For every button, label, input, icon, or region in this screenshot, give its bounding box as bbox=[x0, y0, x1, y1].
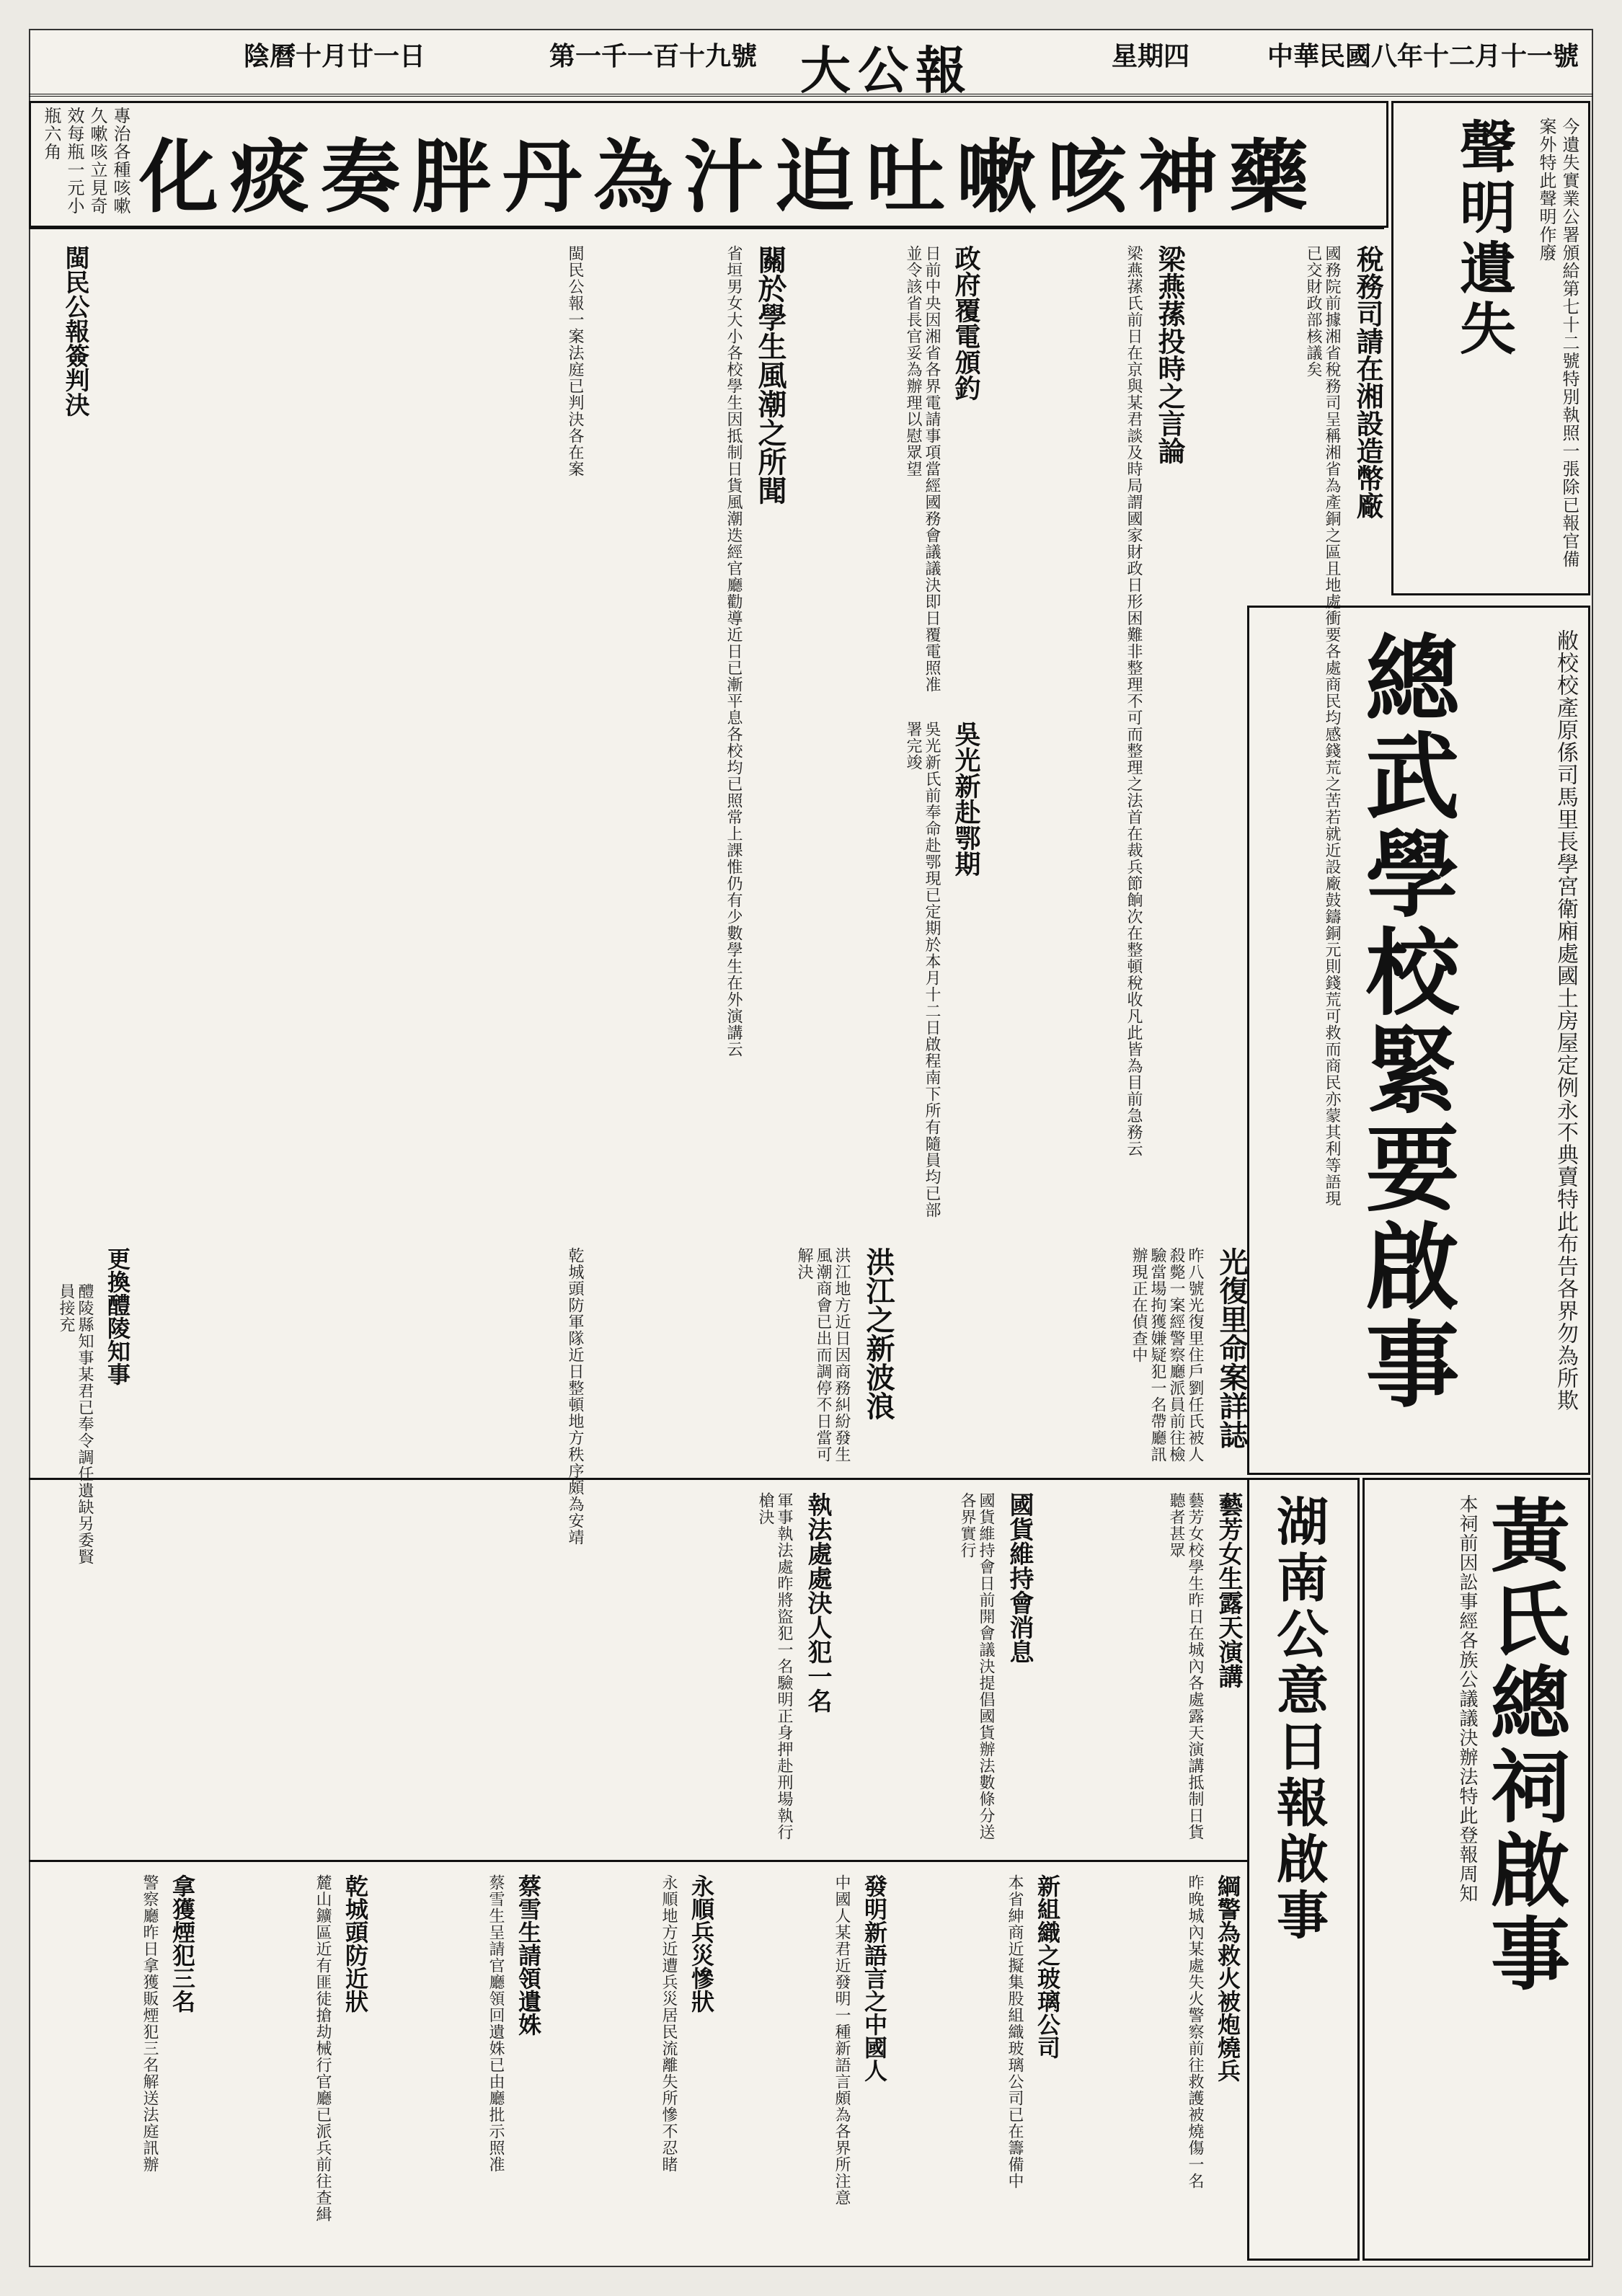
headline-murder: 光復里命案詳誌 bbox=[1215, 1247, 1249, 1449]
masthead-title: 大公報 bbox=[800, 40, 973, 100]
headline-liling: 更換醴陵知事 bbox=[104, 1247, 131, 1386]
headline-qiancheng: 乾城頭防近狀 bbox=[342, 1874, 369, 2013]
article-opium: 警察廳昨日拿獲販煙犯三名解送法庭訊辦 bbox=[141, 1874, 159, 2173]
masthead bbox=[29, 29, 1593, 100]
cough-ad-banner: 化痰奏胖丹為汁迫吐嗽咳神藥 bbox=[139, 130, 1320, 223]
article-liling: 醴陵縣知事某君已奉令調任遺缺另委賢員接充 bbox=[57, 1283, 94, 1565]
masthead-issue: 第一千一百十九號 bbox=[549, 41, 757, 71]
huang-notice-title: 黃氏總祠啟事 bbox=[1478, 1494, 1571, 1996]
article-misc-left: 閩民公報一案法庭已判決各在案 bbox=[566, 245, 584, 477]
masthead-lunar-date: 陰曆十月廿一日 bbox=[243, 41, 425, 71]
headline-execution: 執法處處決人犯一名 bbox=[803, 1492, 832, 1713]
divider bbox=[29, 227, 1384, 229]
article-police-fire: 昨晚城內某處失火警察前往救護被燒傷一名 bbox=[1186, 1874, 1204, 2189]
article-cai: 蔡雪生呈請官廳領回遺姝已由廳批示照准 bbox=[487, 1874, 505, 2173]
masthead-weekday: 星期四 bbox=[1111, 41, 1189, 71]
huang-notice-text: 本祠前因訟事經各族公議議決辦法特此登報周知 bbox=[1456, 1494, 1478, 1903]
article-glass: 本省紳商近擬集股組織玻璃公司已在籌備中 bbox=[1006, 1874, 1024, 2189]
headline-new-language: 發明新語言之中國人 bbox=[861, 1874, 888, 2082]
article-student: 省垣男女大小各校學生因抵制日貨風潮迭經官廳勸導近日已漸平息各校均已照常上課惟仍有少數學生在外演講云 bbox=[724, 245, 743, 1058]
article-murder: 昨八號光復里住戶劉任氏被人殺斃一案經警察廳派員前往檢驗當場拘獲嫌疑犯一名帶廳訊辦現正在偵查中 bbox=[1130, 1247, 1204, 1463]
headline-yongshun: 永順兵災慘狀 bbox=[688, 1874, 715, 2013]
article-liang: 梁燕蓀氏前日在京與某君談及時局謂國家財政日形困難非整理不可而整理之法首在裁兵節餉次在整頓稅收凡此皆為目前急務云 bbox=[1125, 245, 1143, 1157]
headline-liang: 梁燕蓀投時之言論 bbox=[1153, 245, 1186, 464]
article-misc-mid: 乾城頭防軍隊近日整頓地方秩序頗為安靖 bbox=[566, 1247, 584, 1546]
newspaper-page bbox=[29, 29, 1593, 2267]
headline-tax-mint: 稅務司請在湘設造幣廠 bbox=[1352, 245, 1384, 519]
headline-glass: 新組織之玻璃公司 bbox=[1034, 1874, 1061, 2059]
school-notice-text: 敝校校產原係司馬里長學宮衛廂處國土房屋定例永不典賣特此布告各界勿為所欺 bbox=[1553, 629, 1578, 1411]
notice-lost-box bbox=[1391, 101, 1590, 595]
article-mine: 麓山鑛區近有匪徒搶劫械行官廳已派兵前往查緝 bbox=[314, 1874, 332, 2222]
notice-lost-text: 今遺失實業公署頒給第七十二號特別執照一張除已報官備案外特此聲明作廢 bbox=[1536, 118, 1579, 568]
headline-yifang: 藝芳女生露天演講 bbox=[1214, 1492, 1243, 1688]
article-tax-mint: 國務院前據湘省稅務司呈稱湘省為產銅之區且地處衝要各處商民均感錢荒之苦若就近設廠鼓鑄銅元則錢荒可救而商民亦蒙其利等語現已交財政部核議矣 bbox=[1304, 245, 1341, 1207]
masthead-date: 中華民國八年十二月十一號 bbox=[1267, 41, 1579, 71]
article-gov-reply: 日前中央因湘省各界電請事項當經國務會議議決即日覆電照准並令該省長官妥為辦理以慰眾望 bbox=[904, 245, 941, 693]
headline-hongjiang: 洪江之新波浪 bbox=[861, 1247, 895, 1420]
hunan-notice-title: 湖南公意日報啟事 bbox=[1268, 1494, 1329, 1944]
notice-lost-title: 聲明遺失 bbox=[1450, 118, 1516, 360]
headline-cai: 蔡雪生請領遺姝 bbox=[515, 1874, 542, 2036]
article-yifang: 藝芳女校學生昨日在城內各處露天演講抵制日貨聽者甚眾 bbox=[1167, 1492, 1204, 1840]
article-yongshun: 永順地方近遭兵災居民流離失所慘不忍睹 bbox=[660, 1874, 678, 2173]
school-notice-box bbox=[1247, 606, 1590, 1475]
article-national-goods: 國貨維持會日前開會議決提倡國貨辦法數條分送各界實行 bbox=[958, 1492, 995, 1840]
headline-wu: 吳光新赴鄂期 bbox=[951, 721, 981, 877]
huang-notice-box bbox=[1362, 1478, 1590, 2261]
headline-gov-reply: 政府覆電頒釣 bbox=[951, 245, 981, 401]
headline-opium: 拿獲煙犯三名 bbox=[169, 1874, 196, 2013]
hunan-notice-box bbox=[1247, 1478, 1360, 2261]
headline-police-fire: 綱警為救火被炮燒兵 bbox=[1214, 1874, 1241, 2082]
article-new-language: 中國人某君近發明一種新語言頗為各界所注意 bbox=[833, 1874, 851, 2206]
headline-national-goods: 國貨維持會消息 bbox=[1005, 1492, 1034, 1664]
headline-student: 關於學生風潮之所聞 bbox=[753, 245, 787, 505]
cough-ad-side: 專治各種咳嗽久嗽咳立見奇效每瓶一元小瓶六角 bbox=[41, 107, 130, 215]
school-notice-title: 總武學校緊要啟事 bbox=[1350, 629, 1461, 1414]
article-wu: 吳光新氏前奉命赴鄂現已定期於本月十二日啟程南下所有隨員均已部署完竣 bbox=[904, 721, 941, 1218]
cough-medicine-ad bbox=[29, 101, 1388, 228]
divider-low bbox=[29, 1860, 1247, 1862]
article-hongjiang: 洪江地方近日因商務糾紛發生風潮商會已出而調停不日當可解決 bbox=[795, 1247, 851, 1463]
article-execution: 軍事執法處昨將盜犯一名驗明正身押赴刑場執行槍決 bbox=[756, 1492, 793, 1840]
headline-min-bao: 閩民公報簽判決 bbox=[61, 245, 89, 417]
